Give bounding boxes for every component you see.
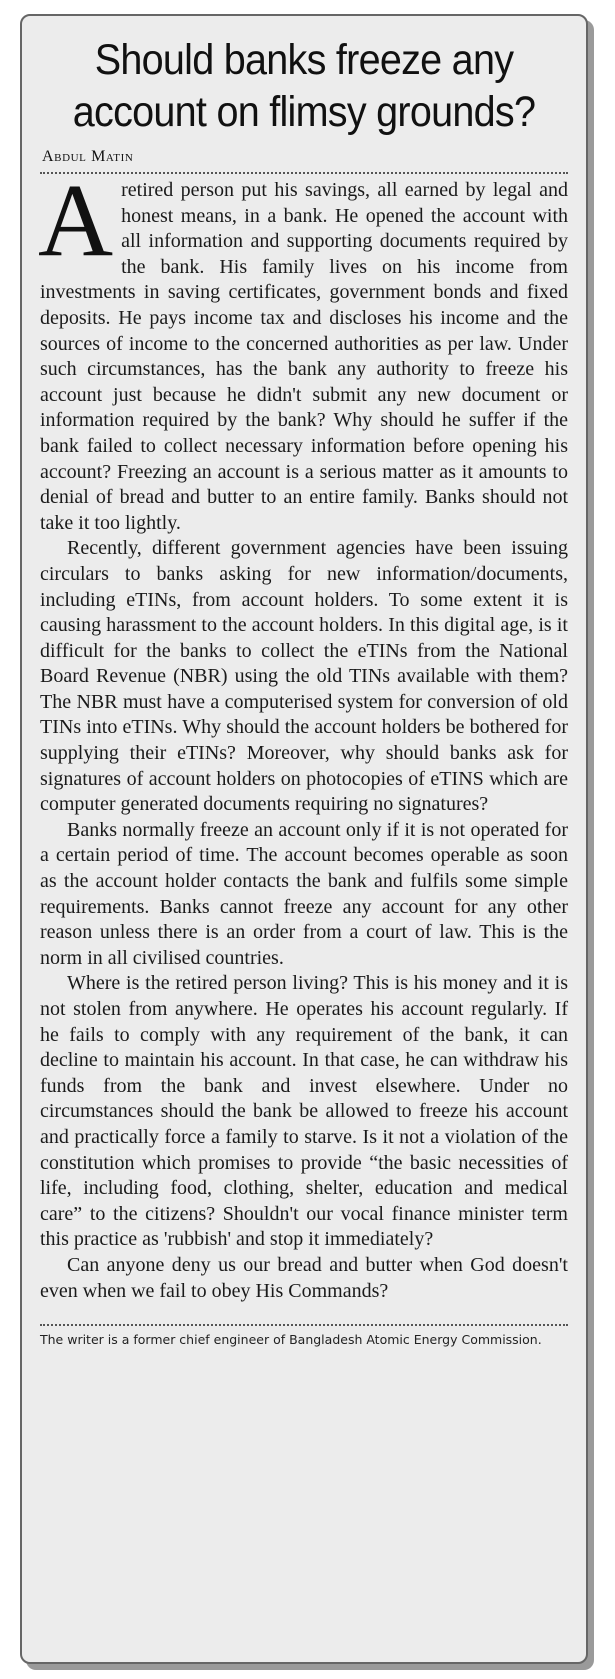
paragraph-2: Recently, different government agencies have been issuing circulars to banks asking for new information/documents, including eTINs, from account holders. To some extent it is causing harassment to the account holders. In this digital age, is it difficult for the banks to collect the eTINs from the National Board Revenue (NBR) using the old TINs available with them? The NBR must have a computerised system for conversion of old TINs into eTINs. Why should the account holders be bothered for supplying their eTINs? Moreover, why should banks ask for signatures of account holders on photocopies of eTINS which are computer generated documents requiring no signatures?: [40, 537, 568, 816]
paragraph-1: [38, 163, 568, 536]
article-card: [20, 14, 588, 1664]
title-line-1: Should banks freeze any: [94, 36, 514, 84]
drop-cap: A: [38, 163, 114, 278]
paragraph-5: Can anyone deny us our bread and butter when God doesn't even when we fail to obey His Commands?: [40, 1253, 568, 1302]
byline-divider: [40, 172, 568, 174]
article-title: [61, 34, 547, 138]
title-line-2: account on flimsy grounds?: [72, 88, 536, 136]
paragraph-1-text: retired person put his savings, all earned by legal and honest means, in a bank. He opened the account with all information and supporting documents required by the bank. His family lives on his income from investments in saving certificates, government bonds and fixed deposits. He pays income tax and discloses his income and the sources of income to the concerned authorities as per law. Under such circumstances, has the bank any authority to freeze his account just because he didn't submit any new document or information required by the bank? Why should he suffer if the bank failed to collect necessary information before opening his account? Freezing an account is a serious matter as it amounts to denial of bread and butter to an entire family. Banks should not take it too lightly.: [40, 179, 568, 534]
footer-divider: [40, 1324, 568, 1326]
article-body: [38, 163, 568, 1304]
author-note: The writer is a former chief engineer of Bangladesh Atomic Energy Commission.: [40, 1332, 542, 1348]
paragraph-4: Where is the retired person living? This is his money and it is not stolen from anywhere. He operates his account regularly. If he fails to comply with any requirement of the bank, it can decline to maintain his account. In that case, he can withdraw his funds from the bank and invest elsewhere. Under no circumstances should the bank be allowed to freeze his account and practically force a family to starve. Is it not a violation of the constitution which promises to provide “the basic necessities of life, including food, clothing, shelter, education and medical care” to the citizens? Shouldn't our vocal finance minister term this practice as 'rubbish' and stop it immediately?: [40, 972, 568, 1251]
author-byline: Abdul Matin: [42, 148, 134, 165]
paragraph-3: Banks normally freeze an account only if it is not operated for a certain period of time. The account becomes operable as soon as the account holder contacts the bank and fulfils some simple requirements. Banks cannot freeze any account for any other reason unless there is an order from a court of law. This is the norm in all civilised countries.: [40, 818, 568, 969]
